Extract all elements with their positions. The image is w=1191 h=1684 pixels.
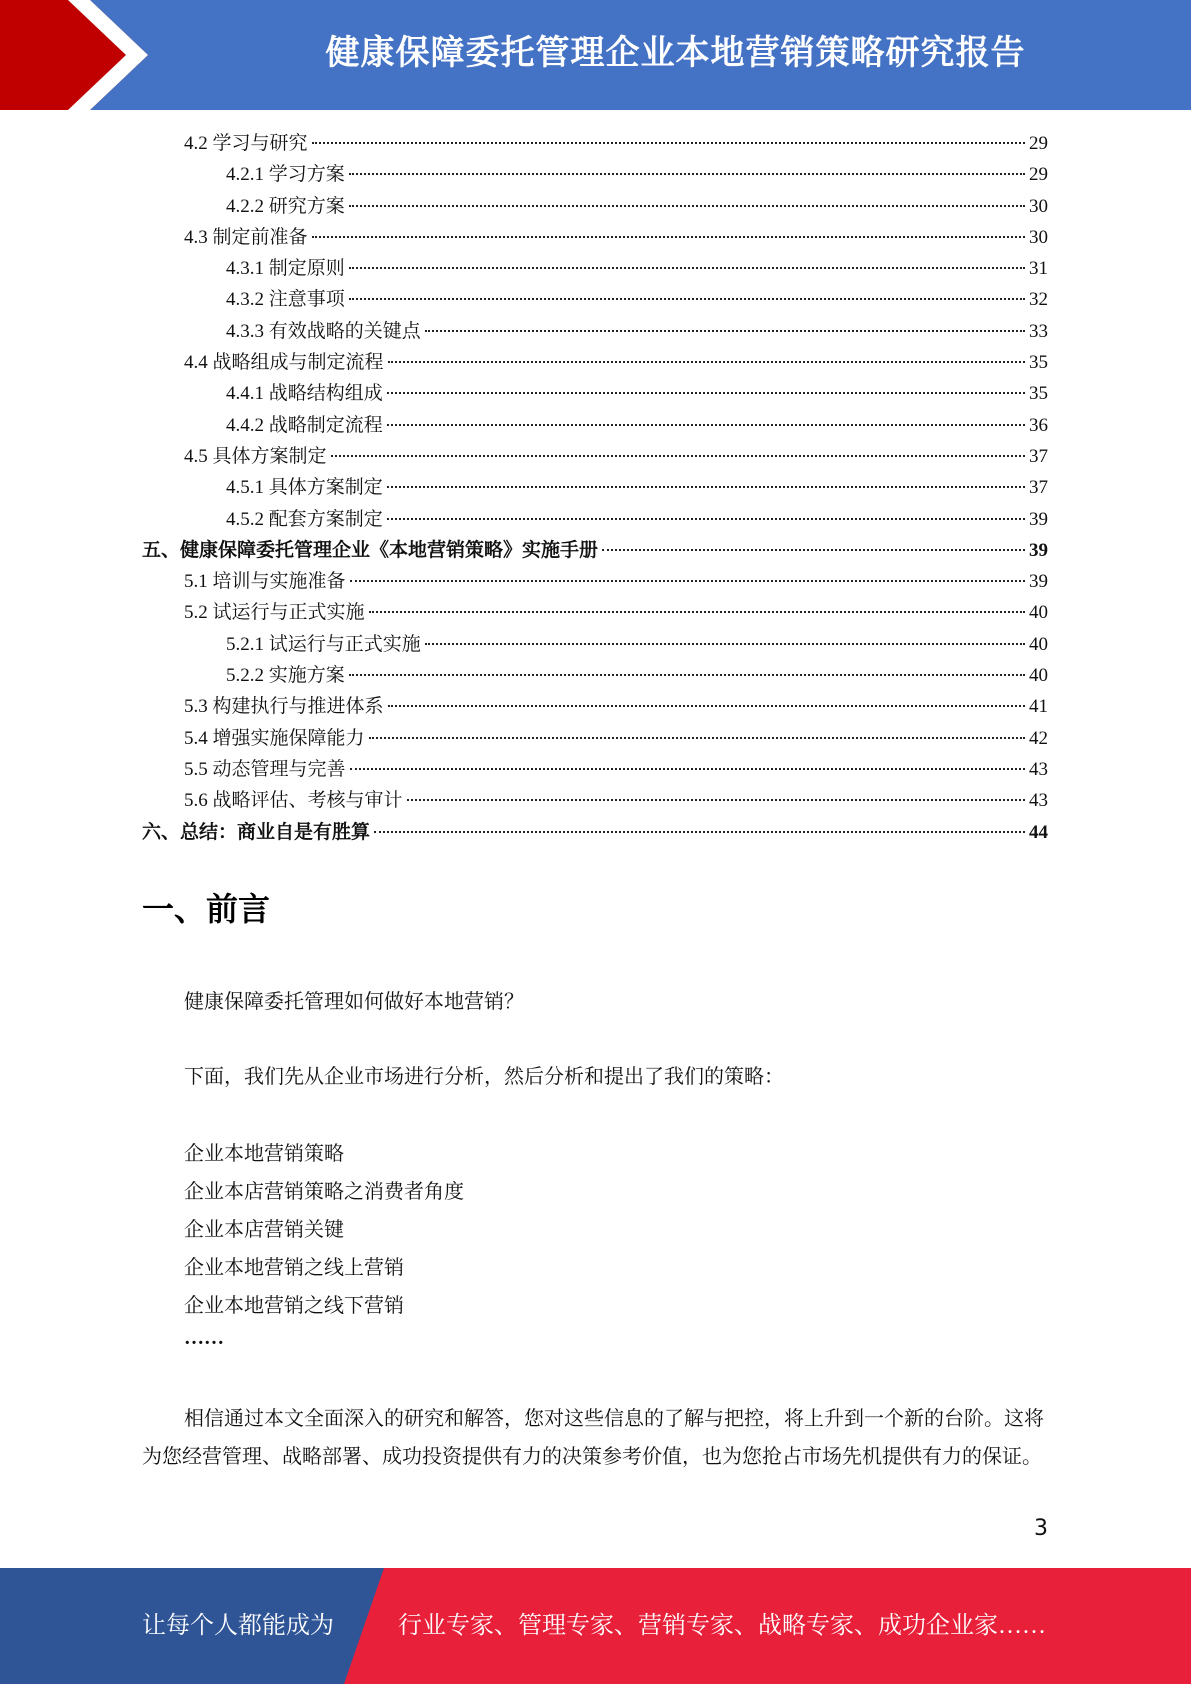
list-ellipsis: ……: [184, 1327, 224, 1349]
toc-entry-label: 5.4 增强实施保障能力: [184, 727, 365, 749]
toc-entry[interactable]: [142, 222, 1048, 253]
toc-entry-page: 35: [1029, 352, 1048, 374]
toc-entry-page: 32: [1029, 289, 1048, 311]
section-heading: 一、前言: [142, 890, 271, 928]
toc-dot-leader: [425, 643, 1025, 645]
report-title: 健康保障委托管理企业本地营销策略研究报告: [325, 33, 1026, 73]
toc-entry-label: 5.2 试运行与正式实施: [184, 602, 365, 624]
toc-dot-leader: [387, 486, 1025, 488]
toc-entry-page: 37: [1029, 445, 1048, 467]
toc-entry-page: 31: [1029, 258, 1048, 280]
toc-entry-page: 30: [1029, 226, 1048, 248]
toc-dot-leader: [331, 455, 1025, 457]
toc-entry-label: 4.2.1 学习方案: [226, 164, 345, 186]
toc-entry-label: 4.2 学习与研究: [184, 133, 308, 154]
toc-entry-page: 40: [1029, 665, 1048, 687]
toc-entry-label: 4.5.2 配套方案制定: [226, 508, 383, 530]
toc-entry-label: 5.6 战略评估、考核与审计: [184, 790, 403, 812]
toc-entry-label: 4.3.2 注意事项: [226, 289, 345, 311]
toc-dot-leader: [387, 424, 1025, 426]
toc-dot-leader: [349, 298, 1025, 300]
toc-dot-leader: [349, 205, 1025, 207]
toc-entry-page: 41: [1029, 696, 1048, 718]
toc-entry[interactable]: [142, 723, 1048, 754]
toc-entry[interactable]: [142, 253, 1048, 284]
toc-entry[interactable]: [142, 441, 1048, 472]
toc-entry[interactable]: [142, 378, 1048, 409]
toc-dot-leader: [374, 831, 1025, 833]
toc-entry[interactable]: [142, 472, 1048, 503]
toc-entry-label: 5.1 培训与实施准备: [184, 571, 346, 593]
toc-dot-leader: [369, 737, 1025, 739]
toc-entry-page: 39: [1029, 539, 1048, 561]
toc-entry-page: 39: [1029, 571, 1048, 593]
toc-entry-page: 40: [1029, 602, 1048, 624]
toc-entry-label: 4.5 具体方案制定: [184, 445, 327, 467]
intro-question: 健康保障委托管理如何做好本地营销？: [184, 991, 524, 1013]
intro-lead: 下面，我们先从企业市场进行分析，然后分析和提出了我们的策略：: [184, 1066, 784, 1088]
toc-dot-leader: [312, 236, 1025, 238]
toc-dot-leader: [388, 705, 1025, 707]
toc-entry[interactable]: [142, 504, 1048, 535]
toc-entry-label: 4.2.2 研究方案: [226, 195, 345, 217]
footer-slogan-right: 行业专家、管理专家、营销专家、战略专家、成功企业家……: [398, 1613, 1046, 1639]
toc-entry[interactable]: [142, 629, 1048, 660]
table-of-contents: [142, 128, 1048, 848]
toc-entry[interactable]: [142, 785, 1048, 816]
toc-entry[interactable]: [142, 284, 1048, 315]
toc-entry-label: 六、总结：商业自是有胜算: [142, 821, 371, 843]
toc-entry-page: 42: [1029, 727, 1048, 749]
toc-entry-page: 39: [1029, 508, 1048, 530]
list-item: 企业本地营销策略: [184, 1143, 344, 1165]
toc-dot-leader: [387, 392, 1025, 394]
header-banner: [0, 0, 1191, 110]
toc-entry-page: 40: [1029, 633, 1048, 655]
list-item: 企业本店营销策略之消费者角度: [184, 1181, 464, 1203]
toc-entry-page: 36: [1029, 414, 1048, 436]
toc-entry[interactable]: [142, 410, 1048, 441]
toc-entry-label: 5.5 动态管理与完善: [184, 758, 346, 780]
list-item: 企业本地营销之线下营销: [184, 1295, 404, 1317]
toc-entry[interactable]: [142, 347, 1048, 378]
toc-entry-page: 29: [1029, 133, 1048, 154]
strategy-list: [184, 1135, 464, 1355]
toc-entry[interactable]: [142, 817, 1048, 848]
toc-entry-page: 37: [1029, 477, 1048, 499]
toc-entry[interactable]: [142, 191, 1048, 222]
toc-entry-label: 4.3.3 有效战略的关键点: [226, 320, 421, 342]
toc-entry-page: 35: [1029, 383, 1048, 405]
footer-banner: [0, 1568, 1191, 1684]
toc-dot-leader: [602, 549, 1025, 551]
footer-slogan-left: 让每个人都能成为: [142, 1613, 334, 1639]
toc-entry-label: 4.5.1 具体方案制定: [226, 477, 383, 499]
toc-entry[interactable]: [142, 159, 1048, 190]
toc-entry[interactable]: [142, 754, 1048, 785]
list-item: 企业本地营销之线上营销: [184, 1257, 404, 1279]
toc-entry[interactable]: [142, 660, 1048, 691]
page-number: 3: [1034, 1516, 1048, 1541]
toc-entry-label: 五、健康保障委托管理企业《本地营销策略》实施手册: [142, 539, 599, 561]
toc-entry-page: 44: [1029, 821, 1048, 843]
toc-entry-label: 4.4.1 战略结构组成: [226, 383, 383, 405]
toc-entry-page: 33: [1029, 320, 1048, 342]
toc-dot-leader: [407, 799, 1025, 801]
toc-entry-label: 4.4 战略组成与制定流程: [184, 352, 384, 374]
toc-dot-leader: [350, 768, 1025, 770]
toc-entry-label: 5.2.1 试运行与正式实施: [226, 633, 421, 655]
toc-entry-label: 5.2.2 实施方案: [226, 665, 345, 687]
toc-dot-leader: [349, 173, 1025, 175]
toc-entry-label: 5.3 构建执行与推进体系: [184, 696, 384, 718]
toc-dot-leader: [387, 518, 1025, 520]
closing-paragraph: 相信通过本文全面深入的研究和解答，您对这些信息的了解与把控，将上升到一个新的台阶。这将为您经营管理、战略部署、成功投资提供有力的决策参考价值，也为您抢占市场先机提供有力的保证。: [142, 1408, 1044, 1468]
toc-dot-leader: [425, 330, 1025, 332]
toc-entry[interactable]: [142, 128, 1048, 159]
toc-entry-page: 30: [1029, 195, 1048, 217]
toc-entry-page: 43: [1029, 758, 1048, 780]
toc-entry-page: 43: [1029, 790, 1048, 812]
toc-entry-label: 4.4.2 战略制定流程: [226, 414, 383, 436]
toc-entry[interactable]: [142, 316, 1048, 347]
toc-entry[interactable]: [142, 535, 1048, 566]
toc-entry[interactable]: [142, 566, 1048, 597]
toc-dot-leader: [350, 580, 1025, 582]
toc-dot-leader: [349, 267, 1025, 269]
list-item: 企业本店营销关键: [184, 1219, 344, 1241]
toc-entry-page: 29: [1029, 164, 1048, 186]
toc-entry-label: 4.3 制定前准备: [184, 226, 308, 248]
chevron-arrow-icon: [0, 0, 160, 110]
toc-dot-leader: [312, 142, 1025, 144]
toc-entry-label: 4.3.1 制定原则: [226, 258, 345, 280]
toc-entry[interactable]: [142, 691, 1048, 722]
toc-dot-leader: [369, 611, 1025, 613]
toc-entry[interactable]: [142, 597, 1048, 628]
toc-dot-leader: [349, 674, 1025, 676]
toc-dot-leader: [388, 361, 1025, 363]
